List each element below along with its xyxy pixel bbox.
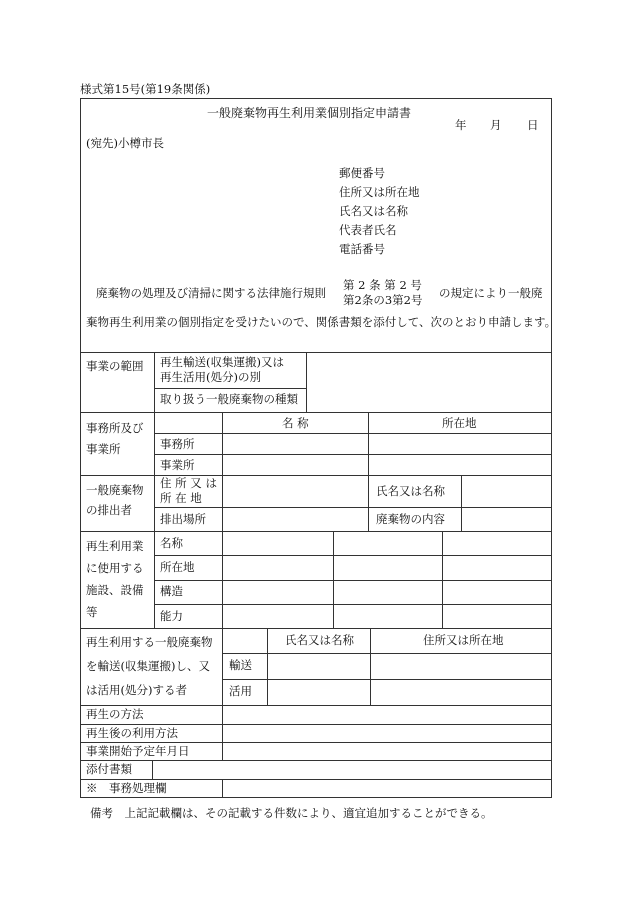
rule	[80, 779, 552, 780]
emitter-content: 廃棄物の内容	[376, 512, 445, 526]
body-prefix: 廃棄物の処理及び清掃に関する法律施行規則	[96, 286, 326, 300]
method-label: 再生の方法	[86, 707, 144, 721]
scope-label: 事業の範囲	[86, 359, 144, 373]
rule	[442, 531, 443, 628]
rule	[154, 604, 552, 605]
rule	[80, 531, 552, 532]
facility-label-2: に使用する	[86, 561, 144, 575]
field-representative: 代表者氏名	[339, 223, 397, 237]
date-month: 月	[490, 118, 502, 132]
rule	[80, 705, 552, 706]
emitter-label-2: の排出者	[86, 503, 132, 517]
field-address: 住所又は所在地	[339, 185, 420, 199]
body-line2: 棄物再生利用業の個別指定を受けたいので、関係書類を添付して、次のとおり申請します。	[86, 315, 557, 329]
rule	[154, 580, 552, 581]
rule	[368, 412, 369, 531]
usage-label: 再生後の利用方法	[86, 726, 178, 740]
office-col-name: 名 称	[282, 416, 309, 430]
rule	[154, 555, 552, 556]
note: 備考 上記記載欄は、その記載する件数により、適宜追加することができる。	[90, 806, 493, 820]
emitter-name: 氏名又は名称	[376, 484, 445, 498]
emitter-address-1: 住 所 又 は	[160, 476, 217, 490]
office-label-1: 事務所及び	[86, 421, 144, 435]
attachments-label: 添付書類	[86, 762, 132, 776]
rule	[461, 475, 462, 531]
carrier-row-transport: 輸送	[229, 658, 252, 672]
field-postal-code: 郵便番号	[339, 166, 385, 180]
rule	[80, 352, 552, 353]
facility-label-1: 再生利用業	[86, 539, 144, 553]
carrier-row-use: 活用	[229, 684, 252, 698]
office-col-location: 所在地	[442, 416, 477, 430]
office-label-2: 事業所	[86, 442, 121, 456]
rule	[333, 531, 334, 628]
rule	[222, 705, 223, 760]
rule	[80, 475, 552, 476]
office-row2: 事業所	[160, 458, 195, 472]
carrier-col-address: 住所又は所在地	[423, 633, 504, 647]
rule	[222, 653, 552, 654]
scope-row1-line2: 再生活用(処分)の別	[160, 370, 261, 384]
date-year: 年	[455, 118, 467, 132]
body-article-a: 第 2 条 第 2 号	[343, 278, 422, 292]
rule	[80, 412, 552, 413]
facility-row-structure: 構造	[160, 584, 183, 598]
carrier-label-2: を輸送(収集運搬)し、又	[86, 659, 210, 673]
field-phone: 電話番号	[339, 242, 385, 256]
rule	[152, 760, 153, 779]
rule	[222, 679, 552, 680]
facility-row-location: 所在地	[160, 560, 195, 574]
rule	[370, 628, 371, 705]
date-day: 日	[527, 118, 539, 132]
carrier-label-3: は活用(処分)する者	[86, 683, 187, 697]
rule	[154, 352, 155, 628]
rule	[80, 760, 552, 761]
field-name: 氏名又は名称	[339, 204, 408, 218]
rule	[267, 628, 268, 705]
rule	[154, 433, 552, 434]
emitter-address-2: 所 在 地	[160, 491, 202, 505]
emitter-label-1: 一般廃棄物	[86, 483, 144, 497]
rule	[80, 742, 552, 743]
office-row1: 事務所	[160, 437, 195, 451]
rule	[306, 352, 307, 412]
rule	[154, 507, 552, 508]
form-title: 一般廃棄物再生利用業個別指定申請書	[207, 106, 412, 120]
form-number: 様式第15号(第19条関係)	[80, 82, 211, 96]
office-use-label: ※ 事務処理欄	[86, 781, 167, 795]
facility-label-3: 施設、設備	[86, 583, 144, 597]
carrier-col-name: 氏名又は名称	[285, 633, 354, 647]
rule	[222, 412, 223, 705]
facility-row-name: 名称	[160, 536, 183, 550]
body-article-b: 第2条の3第2号	[343, 293, 423, 307]
rule	[80, 628, 552, 629]
addressee: (宛先)小樽市長	[86, 136, 164, 150]
rule	[154, 454, 552, 455]
emitter-site: 排出場所	[160, 512, 206, 526]
scope-row1-line1: 再生輸送(収集運搬)又は	[160, 355, 284, 369]
rule	[222, 779, 223, 798]
facility-row-capacity: 能力	[160, 609, 183, 623]
rule	[154, 388, 306, 389]
body-suffix: の規定により一般廃	[439, 286, 543, 300]
scope-row2: 取り扱う一般廃棄物の種類	[160, 392, 298, 406]
rule	[80, 724, 552, 725]
carrier-label-1: 再生利用する一般廃棄物	[86, 635, 213, 649]
start-date-label: 事業開始予定年月日	[86, 744, 190, 758]
facility-label-4: 等	[86, 605, 98, 619]
